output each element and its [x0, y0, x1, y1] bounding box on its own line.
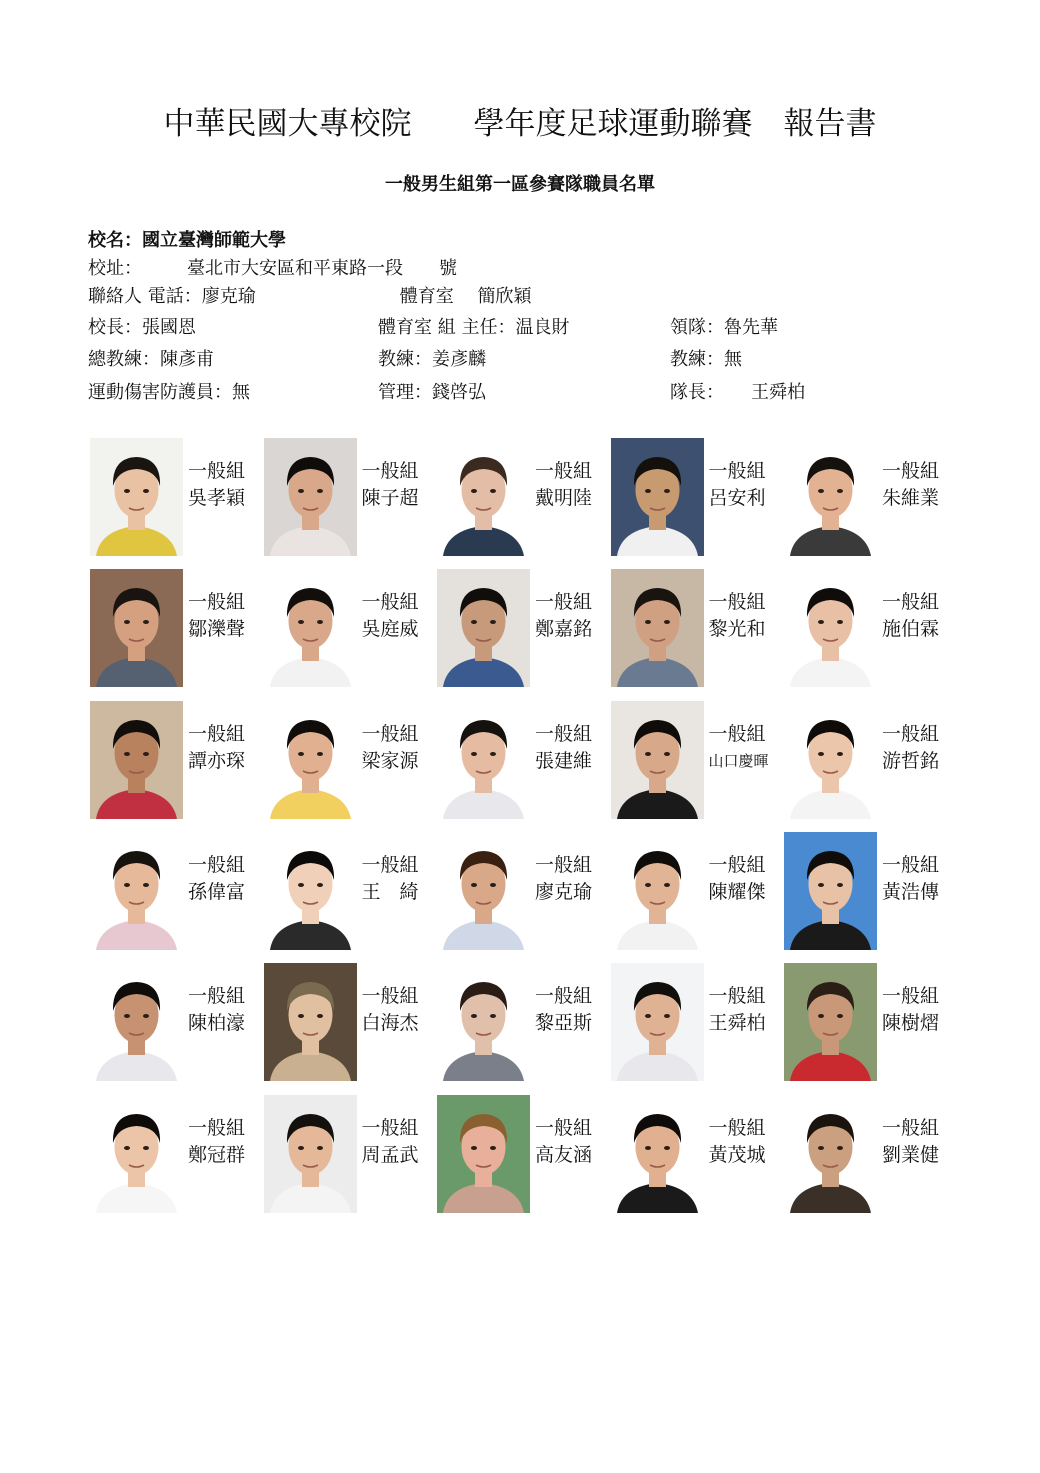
player-name: 黃茂城	[708, 1143, 766, 1166]
player-name: 王 綺	[361, 880, 419, 903]
player-label	[882, 983, 939, 1037]
player-photo	[611, 438, 704, 556]
player-group: 一般組	[535, 460, 593, 482]
player-label	[188, 458, 245, 512]
player-name: 周孟武	[361, 1143, 419, 1166]
player-card	[264, 701, 434, 819]
staff-team-leader: 領隊：魯先華	[670, 317, 778, 338]
player-name: 鄭嘉銘	[535, 618, 593, 641]
player-card	[784, 569, 954, 687]
player-card	[437, 832, 607, 950]
player-photo	[90, 701, 183, 819]
player-label	[709, 721, 769, 775]
player-label	[709, 589, 766, 643]
player-label	[535, 852, 592, 906]
player-label	[362, 852, 419, 906]
player-label	[882, 458, 939, 512]
player-group: 一般組	[361, 985, 419, 1008]
player-label	[188, 1115, 245, 1169]
player-photo	[90, 1095, 183, 1213]
player-name: 王舜柏	[708, 1012, 766, 1035]
player-group: 一般組	[708, 722, 766, 745]
player-group: 一般組	[361, 853, 419, 876]
player-group: 一般組	[708, 1116, 766, 1139]
player-label	[709, 983, 766, 1037]
player-photo	[611, 1095, 704, 1213]
player-card	[90, 1095, 260, 1213]
player-name: 吳庭威	[361, 618, 419, 641]
player-group: 一般組	[708, 853, 766, 876]
report-title: 中華民國大專校院 學年度足球運動聯賽 報告書	[163, 106, 877, 142]
player-photo	[437, 963, 530, 1081]
player-card	[437, 569, 607, 687]
player-name: 張建維	[535, 749, 593, 772]
player-card	[437, 963, 607, 1081]
staff-coach-2: 教練：無	[670, 349, 742, 370]
player-name: 黃浩傳	[882, 880, 940, 903]
player-card	[611, 832, 781, 950]
player-card	[437, 701, 607, 819]
player-group: 一般組	[361, 1116, 419, 1139]
player-name: 鄒濼聲	[188, 618, 246, 641]
staff-coach-1: 教練：姜彥麟	[378, 349, 486, 370]
player-label	[535, 721, 592, 775]
player-name: 山口慶暉	[708, 751, 769, 770]
roster-subtitle: 一般男生組第一區參賽隊職員名單	[385, 174, 655, 195]
player-photo	[784, 701, 877, 819]
player-name: 鄭冠群	[188, 1143, 246, 1166]
player-group: 一般組	[188, 722, 246, 745]
player-name: 施伯霖	[882, 618, 940, 641]
player-name: 吳孝穎	[188, 487, 246, 509]
player-label	[535, 1115, 592, 1169]
player-group: 一般組	[188, 853, 246, 876]
player-photo	[264, 438, 357, 556]
player-card	[264, 438, 434, 556]
player-photo	[90, 832, 183, 950]
player-name: 廖克瑜	[535, 880, 593, 903]
player-label	[535, 589, 592, 643]
player-group: 一般組	[535, 591, 593, 614]
player-photo	[784, 963, 877, 1081]
player-label	[362, 983, 419, 1037]
player-name: 黎亞斯	[535, 1012, 593, 1035]
player-photo	[784, 1095, 877, 1213]
player-card	[90, 569, 260, 687]
player-group: 一般組	[535, 1116, 593, 1139]
player-name: 高友涵	[535, 1143, 593, 1166]
player-name: 黎光和	[708, 618, 766, 641]
player-name: 梁家源	[361, 749, 419, 772]
player-photo	[264, 832, 357, 950]
player-label	[188, 983, 245, 1037]
player-name: 呂安利	[708, 487, 766, 509]
staff-captain: 隊長： 王舜柏	[670, 382, 805, 403]
player-group: 一般組	[882, 1116, 940, 1139]
player-group: 一般組	[882, 722, 940, 745]
player-group: 一般組	[708, 460, 766, 482]
player-photo	[784, 569, 877, 687]
player-photo	[611, 701, 704, 819]
player-name: 譚亦琛	[188, 749, 246, 772]
player-group: 一般組	[535, 985, 593, 1008]
player-card	[784, 701, 954, 819]
player-group: 一般組	[882, 591, 940, 614]
player-photo	[437, 1095, 530, 1213]
school-name: 校名：國立臺灣師範大學	[88, 230, 286, 251]
player-name: 白海杰	[361, 1012, 419, 1035]
player-label	[882, 852, 939, 906]
player-photo	[784, 438, 877, 556]
player-label	[535, 983, 592, 1037]
player-photo	[611, 569, 704, 687]
player-label	[535, 458, 592, 512]
player-card	[264, 963, 434, 1081]
player-photo	[437, 832, 530, 950]
player-card	[264, 569, 434, 687]
player-label	[709, 852, 766, 906]
player-group: 一般組	[361, 460, 419, 482]
player-label	[882, 721, 939, 775]
player-photo	[611, 963, 704, 1081]
player-group: 一般組	[708, 591, 766, 614]
player-card	[611, 569, 781, 687]
player-label	[362, 589, 419, 643]
staff-manager: 管理：錢啓弘	[378, 382, 486, 403]
player-card	[784, 832, 954, 950]
player-card	[784, 438, 954, 556]
player-name: 陳柏濠	[188, 1012, 246, 1035]
player-name: 陳樹熠	[882, 1012, 940, 1035]
player-label	[188, 721, 245, 775]
player-label	[709, 458, 766, 512]
player-group: 一般組	[882, 853, 940, 876]
player-photo	[437, 438, 530, 556]
player-photo	[264, 701, 357, 819]
player-photo	[611, 832, 704, 950]
player-label	[362, 1115, 419, 1169]
player-photo	[264, 1095, 357, 1213]
player-label	[362, 458, 419, 512]
player-photo	[264, 569, 357, 687]
player-label	[709, 1115, 766, 1169]
player-group: 一般組	[188, 591, 246, 614]
player-name: 孫偉富	[188, 880, 246, 903]
player-card	[611, 438, 781, 556]
player-group: 一般組	[188, 985, 246, 1008]
player-card	[90, 963, 260, 1081]
player-group: 一般組	[882, 460, 940, 482]
contact-line: 聯絡人 電話：廖克瑜 體育室 簡欣穎	[88, 286, 532, 307]
player-card	[264, 832, 434, 950]
player-label	[188, 589, 245, 643]
player-card	[90, 701, 260, 819]
player-label	[362, 721, 419, 775]
staff-head-coach: 總教練：陳彥甫	[88, 349, 214, 370]
player-group: 一般組	[535, 853, 593, 876]
staff-principal: 校長：張國恩	[88, 317, 196, 338]
player-card	[437, 438, 607, 556]
player-card	[784, 1095, 954, 1213]
player-label	[882, 1115, 939, 1169]
player-name: 戴明陸	[535, 487, 593, 509]
player-photo	[90, 569, 183, 687]
staff-pe-director: 體育室 組 主任：温良財	[378, 317, 570, 338]
player-card	[437, 1095, 607, 1213]
player-photo	[90, 438, 183, 556]
player-card	[90, 438, 260, 556]
player-label	[188, 852, 245, 906]
player-name: 朱維業	[882, 487, 940, 509]
player-photo	[90, 963, 183, 1081]
staff-athletic-trainer: 運動傷害防護員：無	[88, 382, 250, 403]
player-label	[882, 589, 939, 643]
player-photo	[437, 701, 530, 819]
player-card	[90, 832, 260, 950]
player-group: 一般組	[361, 722, 419, 745]
player-photo	[437, 569, 530, 687]
player-name: 陳耀傑	[708, 880, 766, 903]
player-group: 一般組	[708, 985, 766, 1008]
player-photo	[264, 963, 357, 1081]
player-name: 游哲銘	[882, 749, 940, 772]
player-card	[611, 1095, 781, 1213]
player-photo	[784, 832, 877, 950]
player-card	[784, 963, 954, 1081]
player-name: 劉業健	[882, 1143, 940, 1166]
player-group: 一般組	[535, 722, 593, 745]
player-group: 一般組	[188, 1116, 246, 1139]
player-card	[611, 701, 781, 819]
player-card	[611, 963, 781, 1081]
player-group: 一般組	[882, 985, 940, 1008]
player-name: 陳子超	[361, 487, 419, 509]
player-group: 一般組	[188, 460, 246, 482]
school-address: 校址： 臺北市大安區和平東路一段 號	[88, 258, 457, 279]
player-card	[264, 1095, 434, 1213]
player-group: 一般組	[361, 591, 419, 614]
